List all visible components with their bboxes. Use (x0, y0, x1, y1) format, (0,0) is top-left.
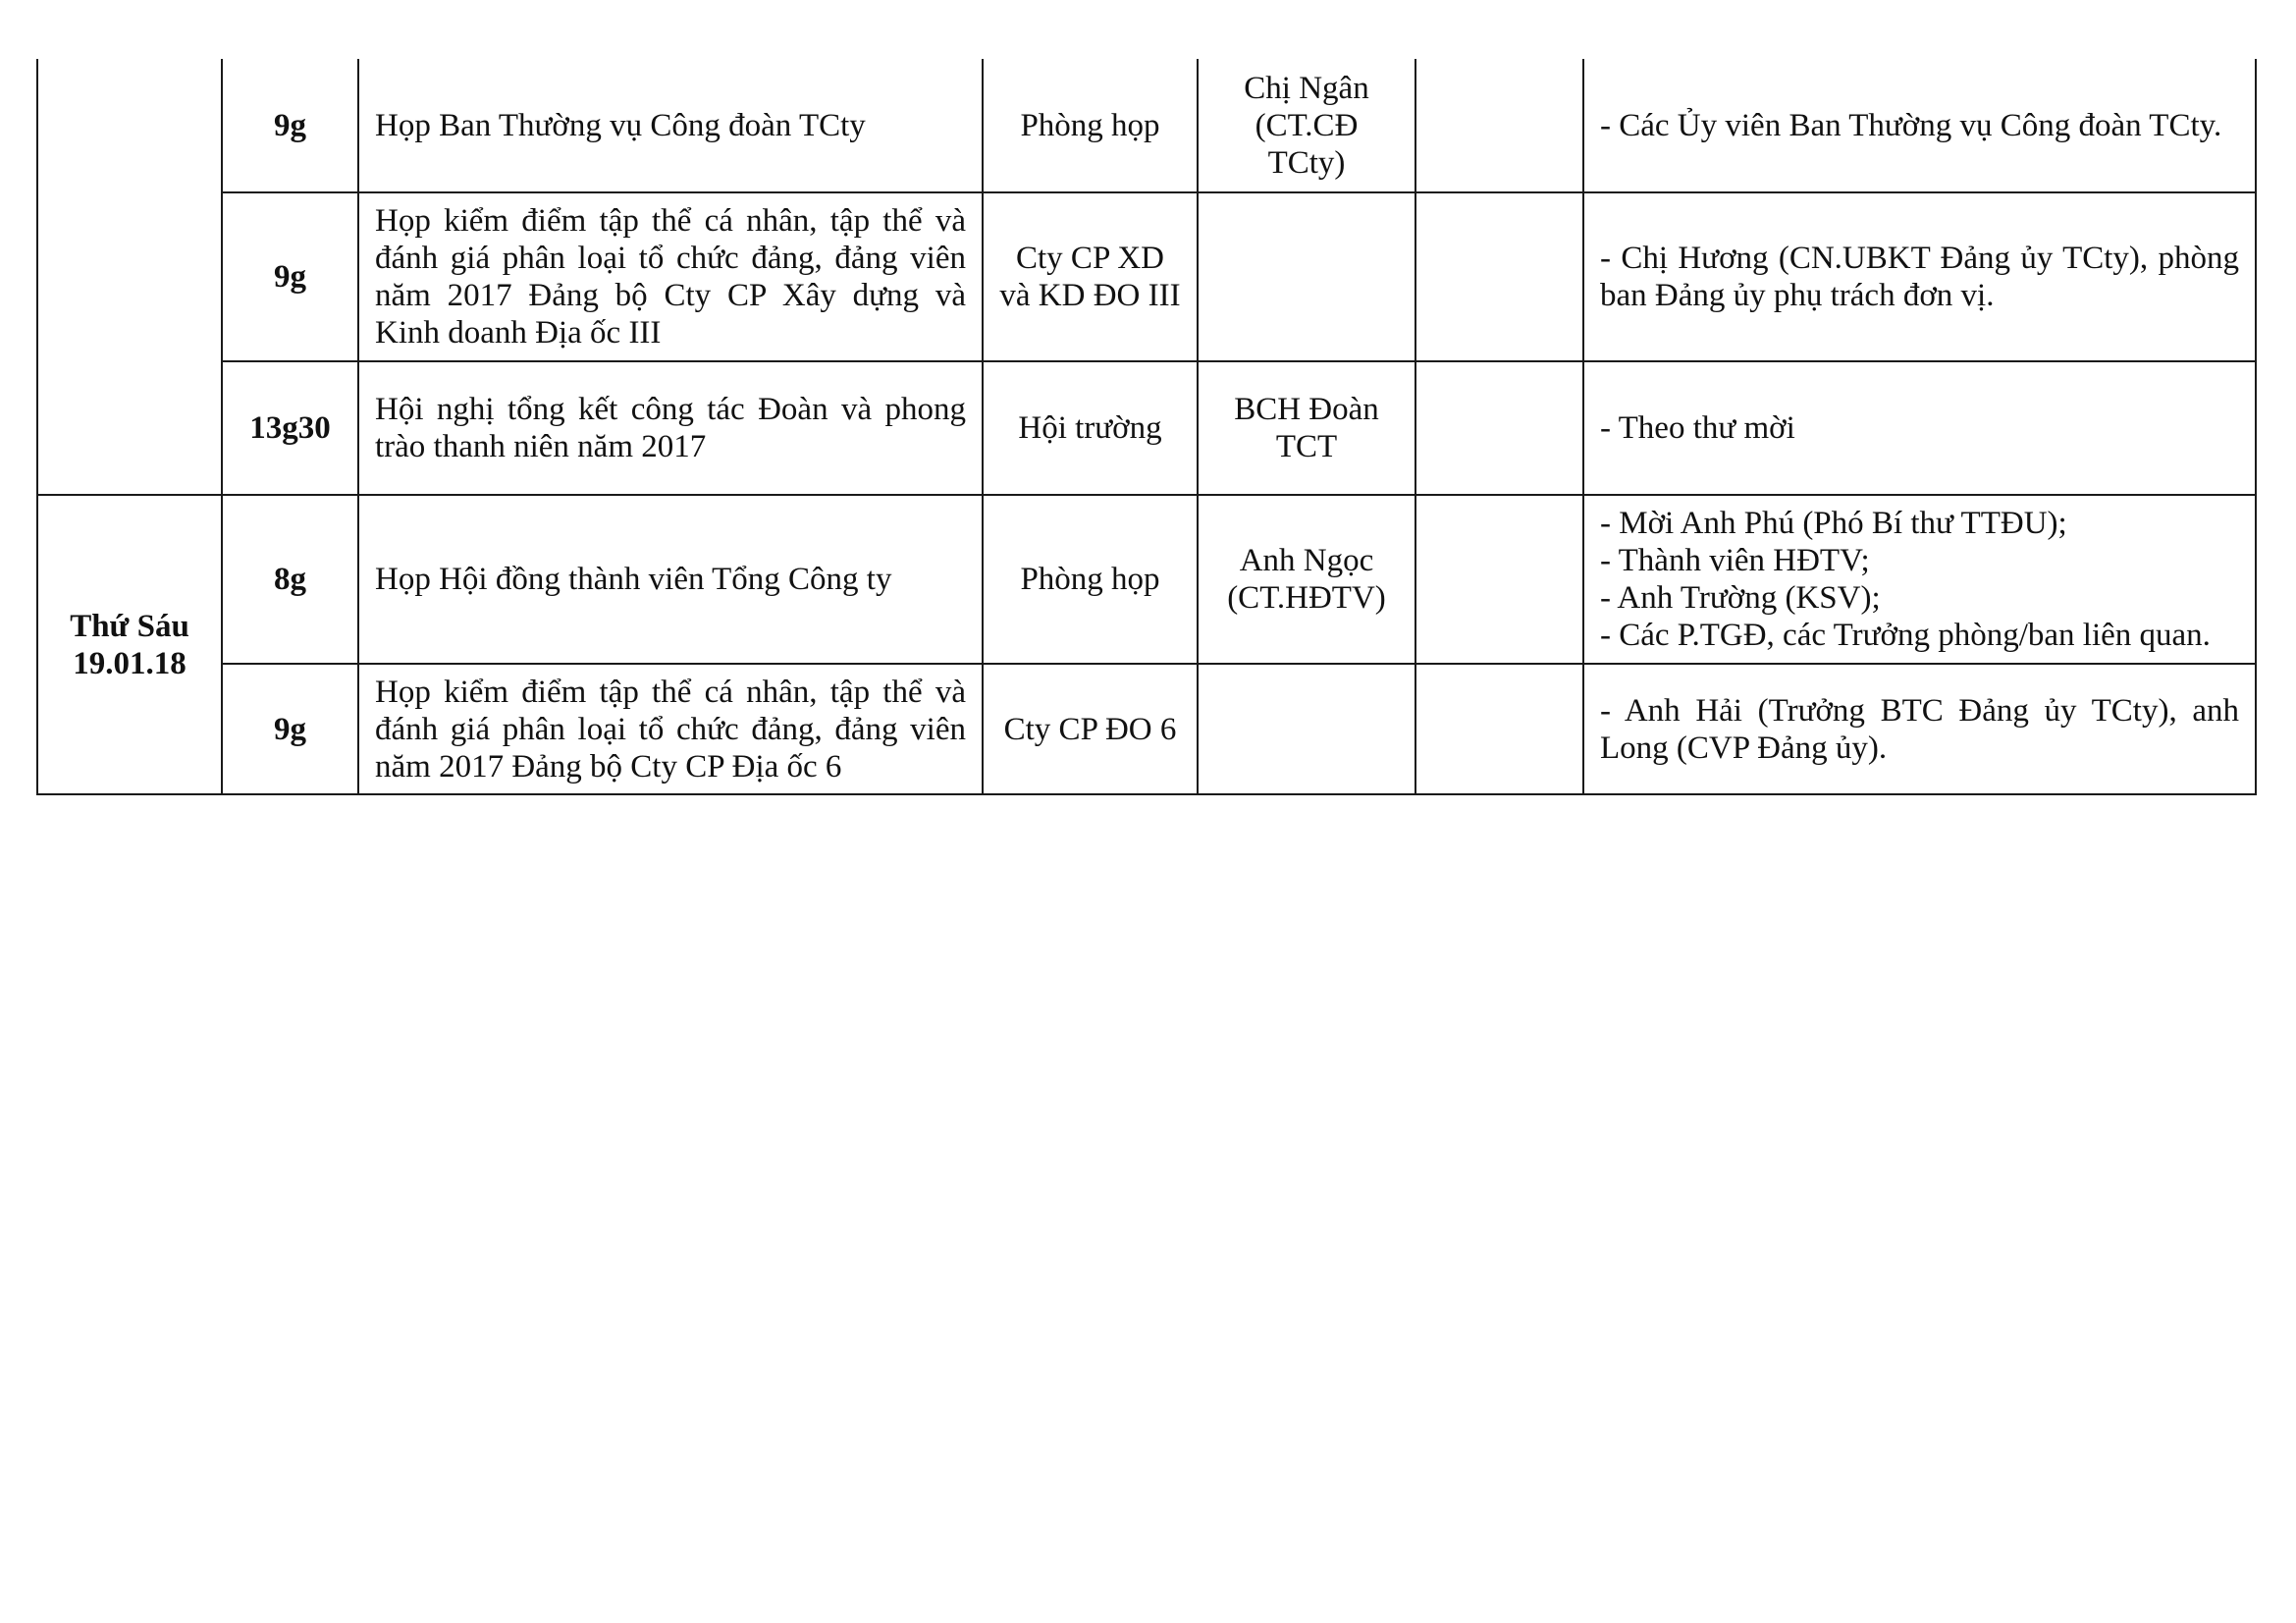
chair-cell (1198, 495, 1415, 664)
day-cell-continued (37, 59, 222, 495)
content-cell: Họp kiểm điểm tập thể cá nhân, tập thể và đánh giá phân loại tổ chức đảng, đảng viên năm 2017 Đảng bộ Cty CP Địa ốc 6 (358, 664, 983, 794)
notes-cell (1415, 664, 1583, 794)
table-row (37, 59, 2256, 192)
participants-cell: - Chị Hương (CN.UBKT Đảng ủy TCty), phòng ban Đảng ủy phụ trách đơn vị. (1583, 192, 2256, 361)
participant-line: - Các Ủy viên Ban Thường vụ Công đoàn TCty. (1600, 107, 2222, 143)
place-line: Cty CP XD (1016, 241, 1164, 276)
chair-line: (CT.HĐTV) (1227, 580, 1386, 616)
participant-line: - Các P.TGĐ, các Trưởng phòng/ban liên quan. (1600, 618, 2211, 653)
day-cell (37, 495, 222, 794)
notes-cell (1415, 192, 1583, 361)
participants-cell (1583, 361, 2256, 495)
participant-line: - Theo thư mời (1600, 410, 1795, 446)
time-cell: 8g (222, 495, 358, 664)
time-cell: 9g (222, 59, 358, 192)
time-cell: 9g (222, 664, 358, 794)
time-cell: 13g30 (222, 361, 358, 495)
table-row (37, 192, 2256, 361)
content-cell: Họp Hội đồng thành viên Tổng Công ty (358, 495, 983, 664)
content-cell: Hội nghị tổng kết công tác Đoàn và phong trào thanh niên năm 2017 (358, 361, 983, 495)
place-cell (983, 192, 1198, 361)
place-line: và KD ĐO III (999, 278, 1181, 313)
chair-line: TCty) (1267, 144, 1346, 181)
participant-line: - Mời Anh Phú (Phó Bí thư TTĐU); (1600, 506, 2067, 541)
table-row (37, 361, 2256, 495)
participant-line: - Anh Trường (KSV); (1600, 580, 1881, 616)
place-cell: Phòng họp (983, 495, 1198, 664)
place-cell: Cty CP ĐO 6 (983, 664, 1198, 794)
notes-cell (1415, 361, 1583, 495)
chair-line: TCT (1275, 429, 1338, 464)
table-row (37, 664, 2256, 794)
content-cell: Họp Ban Thường vụ Công đoàn TCty (358, 59, 983, 192)
notes-cell (1415, 59, 1583, 192)
chair-line: Chị Ngân (1244, 70, 1369, 106)
content-cell: Họp kiểm điểm tập thể cá nhân, tập thể và đánh giá phân loại tổ chức đảng, đảng viên năm 2017 Đảng bộ Cty CP Xây dựng và Kinh doanh Địa ốc III (358, 192, 983, 361)
chair-cell (1198, 361, 1415, 495)
chair-cell (1198, 664, 1415, 794)
day-name: Thứ Sáu (70, 608, 189, 644)
participant-line: - Thành viên HĐTV; (1600, 543, 1870, 578)
chair-line: (CT.CĐ (1255, 107, 1359, 143)
place-cell: Hội trường (983, 361, 1198, 495)
participants-cell (1583, 495, 2256, 664)
day-date: 19.01.18 (73, 645, 187, 681)
chair-cell (1198, 59, 1415, 192)
chair-line: Anh Ngọc (1239, 543, 1374, 578)
place-cell: Phòng họp (983, 59, 1198, 192)
table-row (37, 495, 2256, 664)
participants-cell: - Anh Hải (Trưởng BTC Đảng ủy TCty), anh Long (CVP Đảng ủy). (1583, 664, 2256, 794)
schedule-table (36, 59, 2257, 795)
chair-line: BCH Đoàn (1234, 392, 1379, 427)
time-cell: 9g (222, 192, 358, 361)
chair-cell (1198, 192, 1415, 361)
participants-cell (1583, 59, 2256, 192)
notes-cell (1415, 495, 1583, 664)
